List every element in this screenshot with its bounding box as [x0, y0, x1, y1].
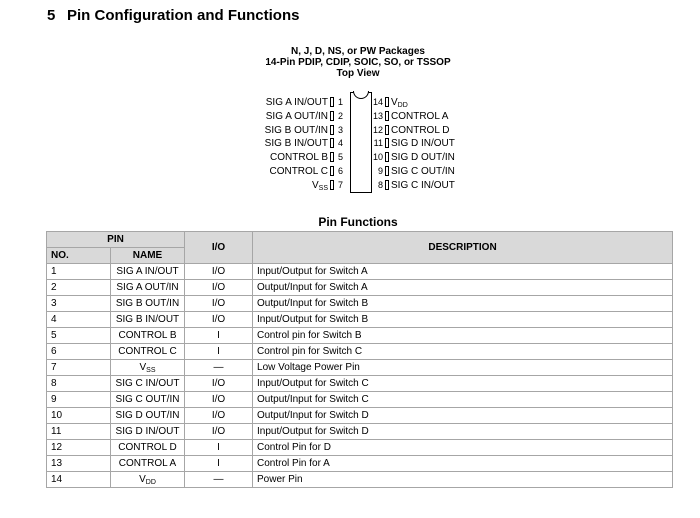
pin-label [266, 110, 328, 123]
pin-name-text: CONTROL A [391, 110, 449, 122]
cell-io: I/O [185, 312, 253, 328]
pin-lead [330, 180, 334, 190]
cell-no: 14 [47, 472, 111, 488]
pin-name-text: SIG D OUT/IN [391, 152, 455, 164]
pin-lead [385, 138, 389, 148]
chip-body [350, 92, 372, 193]
table-row [47, 408, 673, 424]
cell-no: 5 [47, 328, 111, 344]
header-no: NO. [47, 248, 111, 264]
pin-name-text: SIG C OUT/IN [391, 166, 455, 177]
pin-name-text: CONTROL C [118, 346, 177, 357]
pin-lead [330, 166, 334, 176]
cell-description: Control pin for Switch C [253, 344, 673, 360]
cell-name [111, 312, 185, 328]
pin-name-text: SIG A OUT/IN [116, 282, 179, 293]
pin-name-text: SIG A IN/OUT [116, 266, 179, 277]
cell-description: Output/Input for Switch D [253, 408, 673, 424]
cell-name [111, 408, 185, 424]
cell-io: I/O [185, 408, 253, 424]
header-pin: PIN [47, 232, 185, 248]
pin-name-text: SIG D OUT/IN [115, 410, 180, 421]
pin-number: 2 [338, 110, 344, 121]
pin-name-text: SIG B IN/OUT [264, 138, 328, 150]
package-line-1: N, J, D, NS, or PW Packages [291, 46, 425, 57]
pin-number: 1 [338, 97, 344, 107]
pin-label [266, 96, 328, 109]
pin-name-text: V [139, 474, 146, 485]
pin-label [391, 179, 455, 192]
pin-lead [385, 180, 389, 190]
pin-number: 14 [372, 97, 383, 107]
pin-lead [385, 97, 389, 107]
cell-no: 3 [47, 296, 111, 312]
table-row [47, 440, 673, 456]
cell-io: I/O [185, 376, 253, 392]
table-row [47, 312, 673, 328]
cell-io: I [185, 456, 253, 472]
pin-name-text: V [139, 362, 147, 373]
cell-no: 8 [47, 376, 111, 392]
pin-left-2 [220, 110, 350, 123]
pin-number: 6 [338, 166, 344, 176]
pin-name-subscript: DD [145, 479, 156, 486]
package-line-2: 14-Pin PDIP, CDIP, SOIC, SO, or TSSOP [265, 57, 451, 68]
cell-description: Control Pin for D [253, 440, 673, 456]
pin-right-12 [370, 124, 480, 137]
pin-label [391, 151, 455, 164]
pin-label [391, 110, 448, 123]
cell-io: — [185, 360, 253, 376]
table-row [47, 456, 673, 472]
pin-number: 8 [377, 179, 383, 190]
pin-name-text: V [391, 97, 398, 108]
cell-no: 6 [47, 344, 111, 360]
pin-name-text: CONTROL D [118, 442, 177, 453]
cell-no: 2 [47, 280, 111, 296]
cell-io: I/O [185, 424, 253, 440]
table-row [47, 344, 673, 360]
pin-left-5 [220, 151, 350, 164]
cell-description: Output/Input for Switch C [253, 392, 673, 408]
pin-label [391, 96, 408, 109]
pin-label [391, 124, 450, 137]
cell-no: 13 [47, 456, 111, 472]
pin-number: 12 [372, 124, 383, 135]
cell-io: I/O [185, 296, 253, 312]
pin-right-9 [370, 165, 480, 178]
cell-io: I [185, 344, 253, 360]
pin-number: 7 [338, 179, 344, 190]
pin-number: 11 [373, 138, 383, 149]
pin-lead [385, 152, 389, 162]
cell-no: 7 [47, 360, 111, 376]
table-row [47, 264, 673, 280]
pin-lead [385, 166, 389, 176]
pin-name-text: SIG C IN/OUT [391, 179, 455, 191]
section-heading [47, 7, 299, 24]
pin-lead [330, 138, 334, 148]
pin-number: 9 [377, 166, 383, 176]
pin-right-8 [370, 179, 480, 192]
pin-lead [330, 125, 334, 135]
cell-name [111, 456, 185, 472]
pin-label [391, 137, 455, 150]
pin-name-text: SIG A OUT/IN [265, 110, 328, 122]
pin-name-text: V [311, 179, 319, 191]
pin-name-text: SIG B OUT/IN [115, 298, 180, 309]
package-view-label: Top View [336, 68, 380, 79]
cell-description: Input/Output for Switch A [253, 264, 673, 280]
cell-name [111, 392, 185, 408]
pin-left-4 [220, 137, 350, 150]
pin-name-text: SIG A IN/OUT [265, 97, 328, 108]
table-title: Pin Functions [318, 215, 398, 229]
section-title: Pin Configuration and Functions [67, 7, 300, 24]
cell-name [111, 264, 185, 280]
cell-name [111, 344, 185, 360]
table-row [47, 328, 673, 344]
pin-name-text: SIG B IN/OUT [115, 314, 180, 325]
cell-name [111, 360, 185, 376]
cell-description: Power Pin [253, 472, 673, 488]
cell-io: — [185, 472, 253, 488]
pin-right-13 [370, 110, 480, 123]
cell-name [111, 376, 185, 392]
pin-number: 10 [372, 152, 383, 163]
cell-name [111, 328, 185, 344]
table-row [47, 280, 673, 296]
pin-left-1 [220, 96, 350, 109]
table-row [47, 472, 673, 488]
table-row [47, 376, 673, 392]
pin-name-subscript: DD [397, 102, 408, 109]
pin-name-text: CONTROL C [269, 166, 328, 177]
pin-lead [385, 111, 389, 121]
section-number: 5 [47, 7, 56, 24]
pin-number: 13 [372, 110, 383, 121]
cell-io: I [185, 328, 253, 344]
cell-description: Output/Input for Switch A [253, 280, 673, 296]
cell-description: Output/Input for Switch B [253, 296, 673, 312]
table-row [47, 424, 673, 440]
pin-label [265, 124, 328, 137]
pin-left-6 [220, 165, 350, 178]
pin-name-text: SIG C IN/OUT [115, 378, 180, 389]
table-row [47, 360, 673, 376]
cell-name [111, 440, 185, 456]
pin-label [265, 137, 328, 150]
cell-no: 9 [47, 392, 111, 408]
pin-right-14 [370, 96, 480, 109]
pin-name-text: CONTROL D [391, 124, 450, 136]
cell-name [111, 280, 185, 296]
pin-lead [330, 152, 334, 162]
cell-description: Control Pin for A [253, 456, 673, 472]
cell-no: 12 [47, 440, 111, 456]
cell-name [111, 472, 185, 488]
cell-description: Input/Output for Switch B [253, 312, 673, 328]
pin-name-text: SIG B OUT/IN [264, 124, 328, 136]
cell-description: Input/Output for Switch D [253, 424, 673, 440]
pin-name-subscript: SS [318, 184, 328, 192]
cell-io: I/O [185, 392, 253, 408]
cell-no: 1 [47, 264, 111, 280]
pin-label [391, 165, 455, 178]
pin-lead [385, 125, 389, 135]
pin-name-text: CONTROL B [118, 330, 177, 341]
pin-name-text: SIG D IN/OUT [391, 138, 455, 150]
cell-io: I [185, 440, 253, 456]
pin-label [312, 179, 328, 192]
pin-right-11 [370, 137, 480, 150]
pin-number: 5 [338, 152, 344, 163]
pin-left-3 [220, 124, 350, 137]
pin-name-text: SIG D IN/OUT [115, 426, 180, 437]
pin-right-10 [370, 151, 480, 164]
cell-io: I/O [185, 280, 253, 296]
table-row [47, 392, 673, 408]
pin-number: 4 [338, 138, 344, 149]
pin-lead [330, 97, 334, 107]
pin-left-7 [220, 179, 350, 192]
pin-name-text: CONTROL B [270, 152, 328, 164]
pin-name-subscript: SS [146, 367, 156, 374]
pin-functions-table [46, 231, 673, 488]
pin-label [270, 151, 328, 164]
pin-lead [330, 111, 334, 121]
pin-name-text: SIG C OUT/IN [115, 394, 180, 405]
header-io: I/O [185, 232, 253, 264]
cell-name [111, 424, 185, 440]
header-name: NAME [111, 248, 185, 264]
pin-name-text: CONTROL A [118, 458, 177, 469]
pin-number: 3 [338, 124, 344, 135]
cell-no: 4 [47, 312, 111, 328]
cell-description: Control pin for Switch B [253, 328, 673, 344]
pin-label [269, 165, 328, 178]
cell-name [111, 296, 185, 312]
table-row [47, 296, 673, 312]
cell-description: Low Voltage Power Pin [253, 360, 673, 376]
cell-io: I/O [185, 264, 253, 280]
cell-no: 11 [47, 424, 111, 440]
cell-no: 10 [47, 408, 111, 424]
cell-description: Input/Output for Switch C [253, 376, 673, 392]
header-description: DESCRIPTION [253, 232, 673, 264]
